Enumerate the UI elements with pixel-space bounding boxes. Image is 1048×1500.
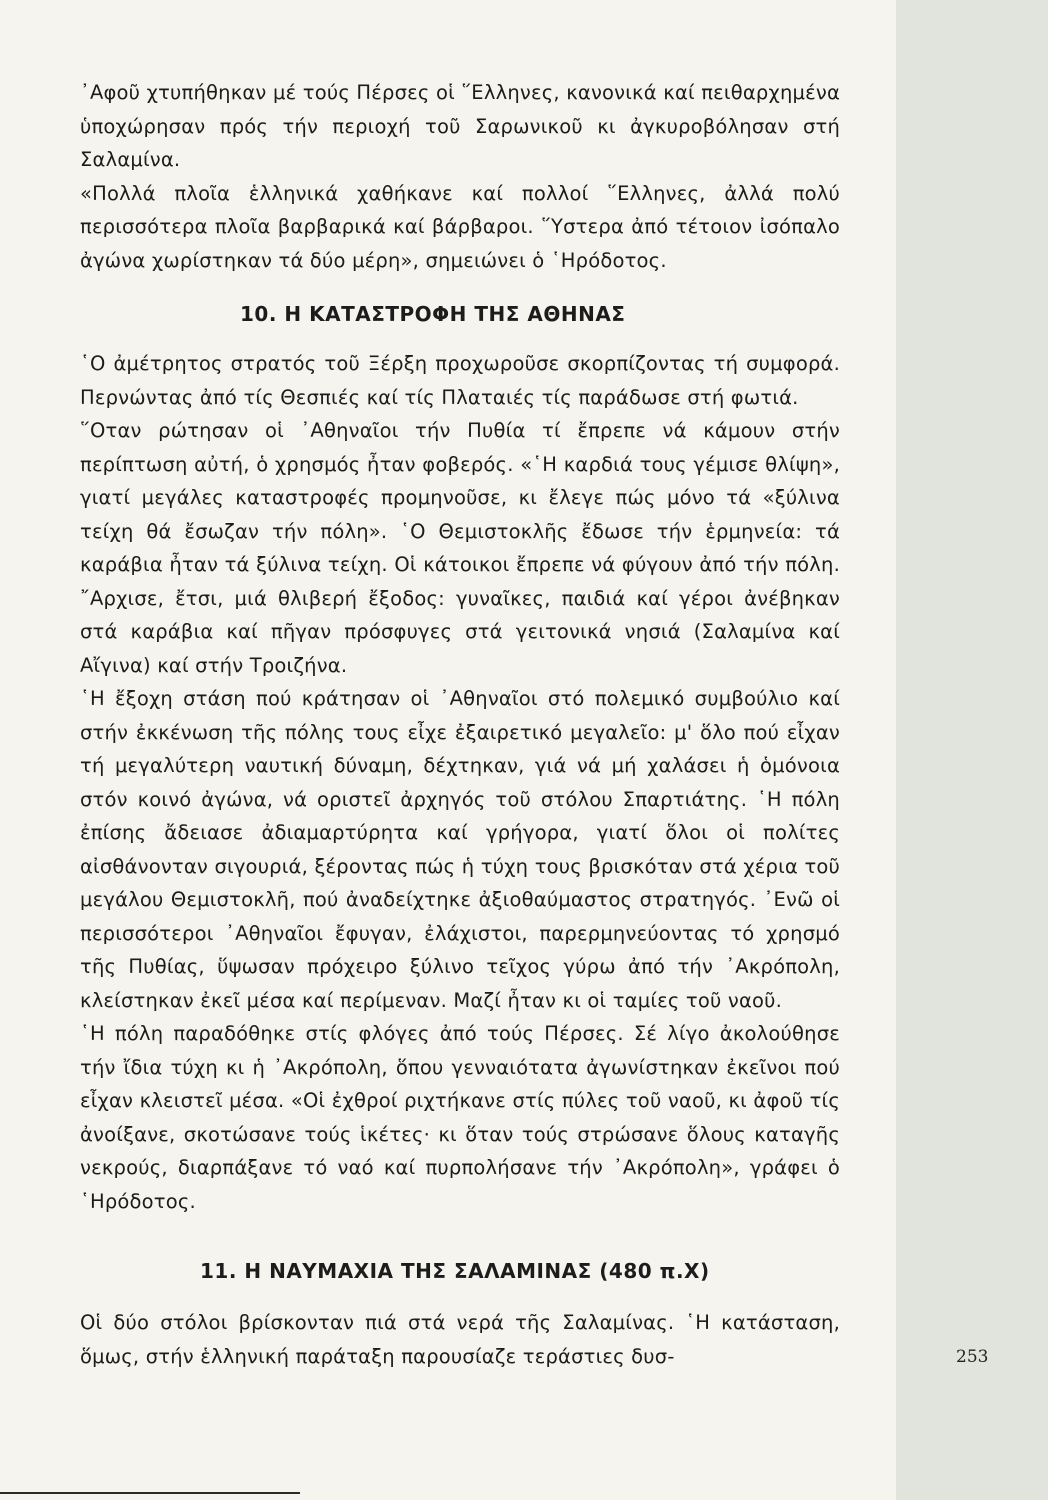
section-10-paragraph-2: ῞Οταν ρώτησαν οἱ ᾿Αθηναῖοι τήν Πυθία τί ἔπρεπε νά κάμουν στήν περίπτωση αὐτή, ὁ χρησμός ἦταν φοβερός. «῾Η καρδιά τους γέμισε θλίψη», γιατί μεγάλες καταστροφές προμηνοῦσε, κι ἔλεγε πώς μόνο τά «ξύλινα τείχη θά ἔσωζαν τήν πόλη». ῾Ο Θεμιστοκλῆς ἔδωσε τήν ἑρμηνεία: τά καράβια ἦταν τά ξύλινα τείχη. Οἱ κάτοικοι ἔπρεπε νά φύγουν ἀπό τήν πόλη. ῎Αρχισε, ἔτσι, μιά θλιβερή ἔξοδος: γυναῖκες, παιδιά καί γέροι ἀνέβηκαν στά καράβια καί πῆγαν πρόσφυγες στά γειτονικά νησιά (Σαλαμίνα καί Αἴγινα) καί στήν Τροιζήνα. [80,419,840,677]
page-number: 253 [956,1347,989,1367]
intro-paragraph-2: «Πολλά πλοῖα ἑλληνικά χαθήκανε καί πολλοί ῞Ελληνες, ἀλλά πολύ περισσότερα πλοῖα βαρβαρικά καί βάρβαροι. ῞Υστερα ἀπό τέτοιον ἰσόπαλο ἀγώνα χωρίστηκαν τά δύο μέρη», σημειώνει ὁ ῾Ηρόδοτος. [80,181,840,272]
section-11-paragraph-1: Οἱ δύο στόλοι βρίσκονταν πιά στά νερά τῆς Σαλαμίνας. ῾Η κατάσταση, ὅμως, στήν ἑλληνική παράταξη παρουσίαζε τεράστιες δυσ- [80,1311,840,1368]
page-body [80,76,840,1373]
section-10-paragraph-4: ῾Η πόλη παραδόθηκε στίς φλόγες ἀπό τούς Πέρσες. Σέ λίγο ἀκολούθησε τήν ἴδια τύχη κι ἡ ᾿Ακρόπολη, ὅπου γενναιότατα ἀγωνίστηκαν ἐκεῖνοι πού εἶχαν κλειστεῖ μέσα. «Οἱ ἐχθροί ριχτήκανε στίς πύλες τοῦ ναοῦ, κι ἀφοῦ τίς ἀνοίξανε, σκοτώσανε τούς ἱκέτες· κι ὅταν τούς στρώσανε ὅλους καταγῆς νεκρούς, διαρπάξανε τό ναό καί πυρπολήσανε τήν ᾿Ακρόπολη», γράφει ὁ ῾Ηρόδοτος. [80,1022,840,1213]
section-heading-11: 11. Η ΝΑΥΜΑΧΙΑ ΤΗΣ ΣΑΛΑΜΙΝΑΣ (480 π.Χ) [200,1259,710,1283]
facing-page-margin [896,0,1048,1500]
section-heading-10: 10. Η ΚΑΤΑΣΤΡΟΦΗ ΤΗΣ ΑΘΗΝΑΣ [240,302,626,326]
intro-paragraph-1: ᾿Αφοῦ χτυπήθηκαν μέ τούς Πέρσες οἱ ῞Ελληνες, κανονικά καί πειθαρχημένα ὑποχώρησαν πρός τήν περιοχή τοῦ Σαρωνικοῦ κι ἀγκυροβόλησαν στή Σαλαμίνα. [80,81,840,171]
section-10-paragraph-1: ῾Ο ἀμέτρητος στρατός τοῦ Ξέρξη προχωροῦσε σκορπίζοντας τή συμφορά. Περνώντας ἀπό τίς Θεσπιές καί τίς Πλαταιές τίς παράδωσε στή φωτιά. [80,352,840,409]
bottom-edge-line [0,1492,300,1494]
section-10-paragraph-3: ῾Η ἔξοχη στάση πού κράτησαν οἱ ᾿Αθηναῖοι στό πολεμικό συμβούλιο καί στήν ἐκκένωση τῆς πόλης τους εἶχε ἐξαιρετικό μεγαλεῖο: μ' ὅλο πού εἶχαν τή μεγαλύτερη ναυτική δύναμη, δέχτηκαν, γιά νά μή χαλάσει ἡ ὁμόνοια στόν κοινό ἀγώνα, νά οριστεῖ ἀρχηγός τοῦ στόλου Σπαρτιάτης. ῾Η πόλη ἐπίσης ἄδειασε ἀδιαμαρτύρητα καί γρήγορα, γιατί ὅλοι οἱ πολίτες αἰσθάνονταν σιγουριά, ξέροντας πώς ἡ τύχη τους βρισκόταν στά χέρια τοῦ μεγάλου Θεμιστοκλῆ, πού ἀναδείχτηκε ἀξιοθαύμαστος στρατηγός. ᾿Ενῶ οἱ περισσότεροι ᾿Αθηναῖοι ἔφυγαν, ἐλάχιστοι, παρερμηνεύοντας τό χρησμό τῆς Πυθίας, ὕψωσαν πρόχειρο ξύλινο τεῖχος γύρω ἀπό τήν ᾿Ακρόπολη, κλείστηκαν ἐκεῖ μέσα καί περίμεναν. Μαζί ἦταν κι οἱ ταμίες τοῦ ναοῦ. [80,687,840,1012]
